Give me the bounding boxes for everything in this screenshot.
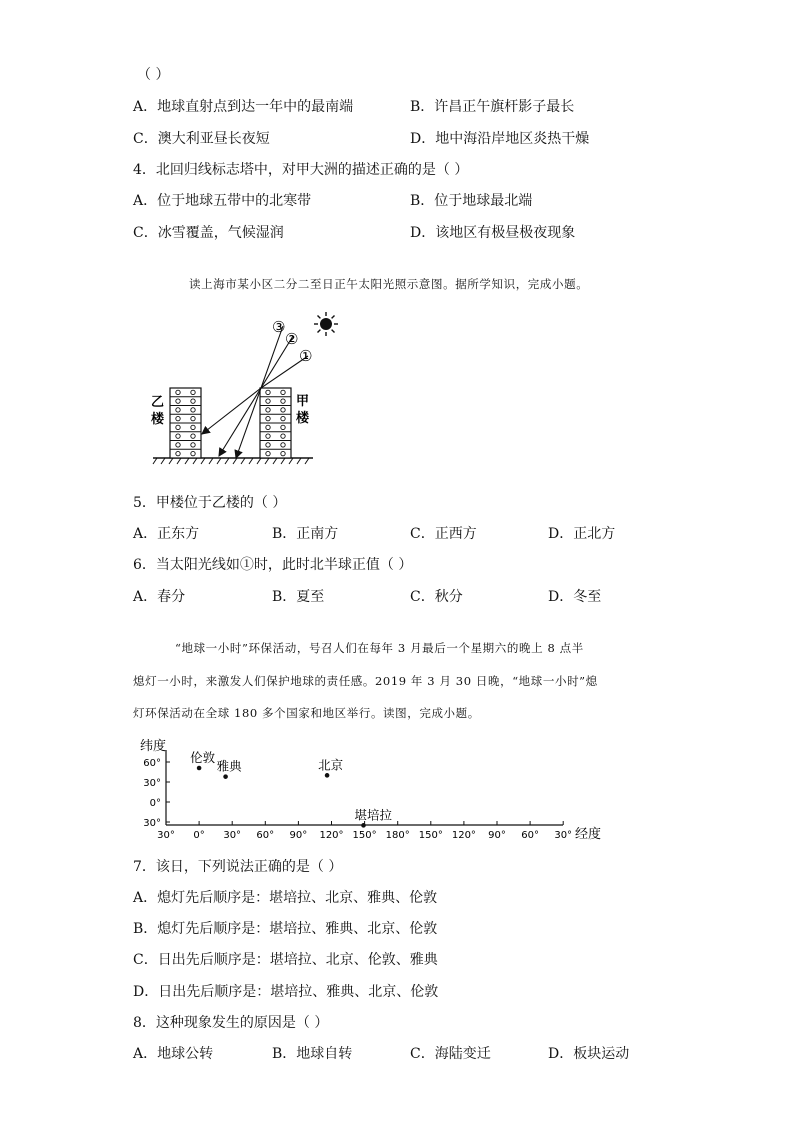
question-4-option-c: C．冰雪覆盖，气候湿润 — [133, 225, 284, 241]
question-5-option-b: B．正南方 — [272, 526, 339, 542]
building-jia-label-1: 甲 — [296, 394, 310, 409]
city-point — [223, 774, 228, 779]
city-label: 北京 — [318, 757, 344, 773]
question-3-option-d: D．地中海沿岸地区炎热干燥 — [410, 131, 590, 147]
passage-earth-hour-line-1: “地球一小时”环保活动，号召人们在每年 3 月最后一个星期六的晚上 8 点半 — [175, 641, 584, 655]
building-yi — [170, 388, 201, 458]
question-6-option-d: D．冬至 — [548, 589, 602, 605]
question-8-option-c: C．海陆变迁 — [410, 1046, 491, 1062]
sun-icon — [314, 312, 338, 336]
question-5-option-a: A．正东方 — [133, 526, 200, 542]
x-tick-label: 90° — [289, 830, 308, 841]
question-4-option-d: D．该地区有极昼极夜现象 — [410, 225, 576, 241]
chart-ylabel: 纬度 — [140, 739, 167, 754]
y-tick-label: 30° — [143, 818, 161, 829]
question-3-option-c: C．澳大利亚昼长夜短 — [133, 131, 270, 147]
question-7-option-a: A．熄灯先后顺序是：堪培拉、北京、雅典、伦敦 — [133, 890, 438, 906]
passage-sunlight-diagram: 读上海市某小区二分二至日正午太阳光照示意图。据所学知识，完成小题。 — [189, 277, 589, 291]
x-tick-label: 180° — [385, 830, 410, 841]
city-point — [361, 823, 366, 828]
passage-earth-hour-line-2: 熄灯一小时，来激发人们保护地球的责任感。2019 年 3 月 30 日晚，“地球一小时”熄 — [133, 674, 598, 688]
y-tick-label: 30° — [143, 778, 161, 789]
ground-hatching — [153, 458, 309, 464]
question-6-option-b: B．夏至 — [272, 589, 325, 605]
y-tick-label: 60° — [143, 758, 161, 769]
question-3-option-a: A．地球直射点到达一年中的最南端 — [133, 99, 354, 115]
building-jia — [260, 388, 291, 458]
ray-label-3: ③ — [272, 318, 286, 336]
city-label: 堪培拉 — [354, 807, 393, 823]
question-5-option-d: D．正北方 — [548, 526, 616, 542]
question-7-option-c: C．日出先后顺序是：堪培拉、北京、伦敦、雅典 — [133, 952, 438, 968]
question-4-option-a: A．位于地球五带中的北寒带 — [133, 193, 312, 209]
city-location-chart — [135, 734, 610, 844]
question-6-option-a: A．春分 — [133, 589, 186, 605]
chart-xlabel: 经度 — [575, 827, 602, 842]
x-tick-label: 150° — [418, 830, 443, 841]
ray-label-2: ② — [285, 330, 299, 348]
question-8-option-b: B．地球自转 — [272, 1046, 353, 1062]
x-tick-label: 30° — [554, 830, 573, 841]
question-8-option-a: A．地球公转 — [133, 1046, 214, 1062]
question-7-option-d: D．日出先后顺序是：堪培拉、雅典、北京、伦敦 — [133, 984, 439, 1000]
x-tick-label: 30° — [223, 830, 242, 841]
city-label: 雅典 — [216, 758, 242, 774]
x-tick-label: 120° — [451, 830, 476, 841]
x-tick-label: 120° — [319, 830, 344, 841]
building-yi-label-1: 乙 — [151, 395, 165, 410]
sunlight-building-diagram — [145, 308, 355, 468]
city-point — [325, 773, 330, 778]
y-tick-label: 0° — [149, 798, 161, 809]
question-4-stem: 4．北回归线标志塔中，对甲大洲的描述正确的是（ ） — [133, 162, 469, 178]
question-6-option-c: C．秋分 — [410, 589, 463, 605]
x-tick-label: 60° — [256, 830, 275, 841]
question-8-stem: 8．这种现象发生的原因是（ ） — [133, 1015, 329, 1031]
x-tick-label: 0° — [193, 830, 205, 841]
x-tick-label: 30° — [157, 830, 175, 841]
city-label: 伦敦 — [190, 750, 216, 765]
question-8-option-d: D．板块运动 — [548, 1046, 630, 1062]
city-point — [197, 766, 202, 771]
question-3-option-b: B．许昌正午旗杆影子最长 — [410, 99, 575, 115]
question-6-stem: 6．当太阳光线如①时，此时北半球正值（ ） — [133, 557, 413, 573]
building-jia-label-2: 楼 — [296, 411, 310, 426]
x-tick-label: 60° — [521, 830, 539, 841]
x-tick-label: 90° — [488, 830, 506, 841]
building-yi-label-2: 楼 — [151, 412, 165, 427]
question-5-option-c: C．正西方 — [410, 526, 477, 542]
question-3-answer-blank: （ ） — [137, 67, 170, 83]
question-7-stem: 7．该日，下列说法正确的是（ ） — [133, 859, 343, 875]
ray-label-1: ① — [299, 347, 313, 365]
question-7-option-b: B．熄灯先后顺序是：堪培拉、雅典、北京、伦敦 — [133, 921, 438, 937]
question-4-option-b: B．位于地球最北端 — [410, 193, 533, 209]
question-5-stem: 5．甲楼位于乙楼的（ ） — [133, 495, 287, 511]
passage-earth-hour-line-3: 灯环保活动在全球 180 多个国家和地区举行。读图，完成小题。 — [133, 706, 480, 720]
x-tick-label: 150° — [352, 830, 377, 841]
